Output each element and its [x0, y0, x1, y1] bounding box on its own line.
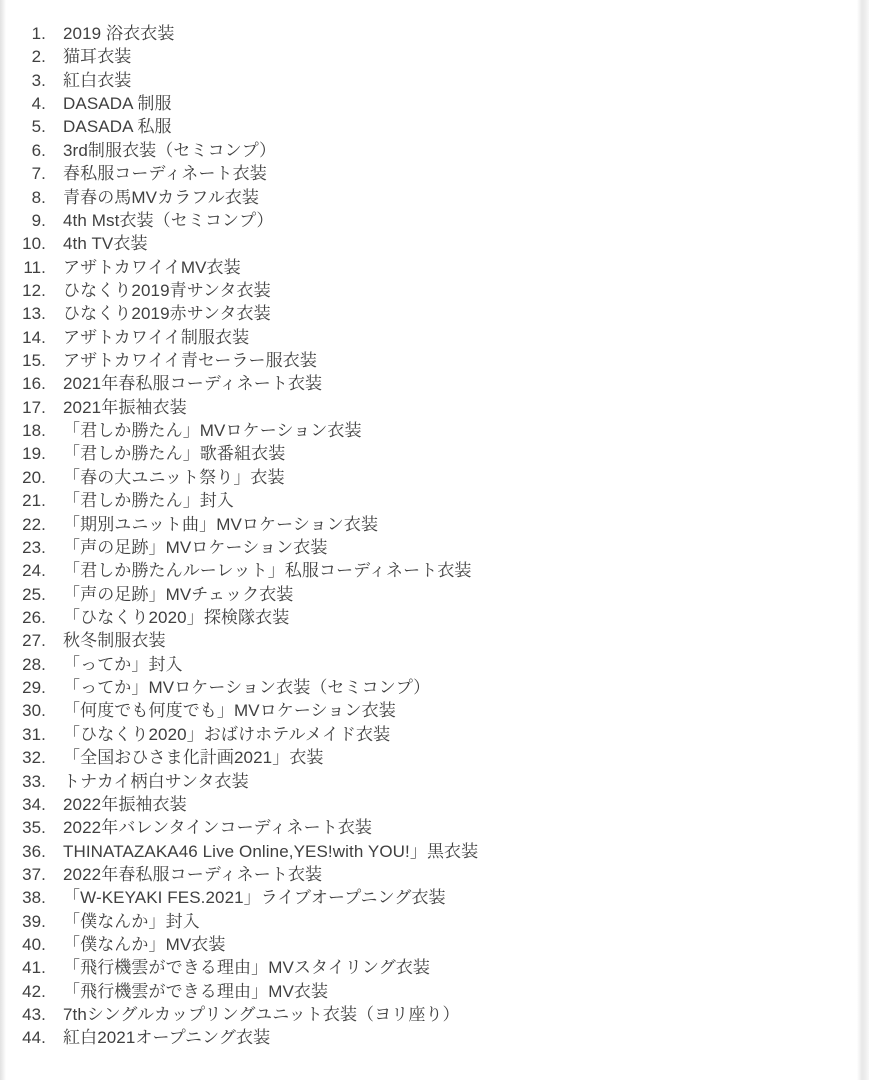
list-item-label: 「ひなくり2020」おばけホテルメイド衣装: [63, 724, 391, 744]
list-item-label: 「飛行機雲ができる理由」MV衣装: [63, 981, 329, 1001]
list-item-label: 2021年春私服コーディネート衣装: [63, 374, 323, 394]
list-item-label: アザトカワイイ制服衣装: [63, 327, 250, 347]
list-item-number: 37.: [22, 864, 46, 884]
list-item: [0, 980, 869, 1003]
list-item-label: 「飛行機雲ができる理由」MVスタイリング衣装: [63, 958, 431, 978]
list-item-number: 4.: [31, 94, 46, 114]
list-item: [0, 115, 869, 138]
list-item: [0, 1026, 869, 1049]
list-item-number: 15.: [22, 351, 46, 371]
list-item-number: 43.: [22, 1005, 46, 1025]
list-item-number: 3.: [31, 70, 46, 90]
list-item-label: 2022年春私服コーディネート衣装: [63, 864, 323, 884]
list-item-label: DASADA 私服: [63, 117, 172, 137]
list-item-number: 13.: [22, 304, 46, 324]
list-item: [0, 69, 869, 92]
list-item-number: 6.: [31, 140, 46, 160]
list-item: [0, 466, 869, 489]
list-item: [0, 676, 869, 699]
list-item: [0, 933, 869, 956]
list-item-label: 「W-KEYAKI FES.2021」ライブオープニング衣装: [63, 888, 446, 908]
list-item-label: ひなくり2019青サンタ衣装: [63, 280, 271, 300]
list-item-label: 「僕なんか」封入: [63, 911, 200, 931]
list-item-number: 33.: [22, 771, 46, 791]
list-item-label: DASADA 制服: [63, 94, 172, 114]
list-item-number: 21.: [22, 491, 46, 511]
list-item-label: 「春の大ユニット祭り」衣装: [63, 467, 285, 487]
list-item-number: 8.: [31, 187, 46, 207]
list-item-number: 11.: [23, 257, 46, 277]
list-item-number: 19.: [22, 444, 46, 464]
list-item-label: 青春の馬MVカラフル衣装: [63, 187, 260, 207]
list-item: [0, 162, 869, 185]
list-item: [0, 302, 869, 325]
list-item-label: 2021年振袖衣装: [63, 397, 187, 417]
list-item: [0, 209, 869, 232]
list-item-label: 「声の足跡」MVロケーション衣装: [63, 537, 328, 557]
list-item-label: 猫耳衣装: [63, 47, 132, 67]
list-item-label: 「期別ユニット曲」MVロケーション衣装: [63, 514, 379, 534]
right-edge-strip: [857, 0, 869, 1080]
list-item-number: 39.: [22, 911, 46, 931]
list-item-number: 25.: [22, 584, 46, 604]
list-item: [0, 793, 869, 816]
list-item: [0, 886, 869, 909]
list-item: [0, 956, 869, 979]
list-item-label: 「声の足跡」MVチェック衣装: [63, 584, 294, 604]
list-item: [0, 396, 869, 419]
list-item: [0, 139, 869, 162]
list-item-label: 「ってか」封入: [63, 654, 183, 674]
list-item: [0, 186, 869, 209]
list-item-label: 「君しか勝たん」封入: [63, 491, 234, 511]
list-item-label: トナカイ柄白サンタ衣装: [63, 771, 249, 791]
list-item-label: 紅白2021オープニング衣装: [63, 1028, 271, 1048]
list-item-label: 秋冬制服衣装: [63, 631, 166, 651]
list-item-number: 14.: [22, 327, 46, 347]
list-item-number: 23.: [22, 537, 46, 557]
list-item: [0, 606, 869, 629]
list-item-label: ひなくり2019赤サンタ衣装: [63, 304, 271, 324]
list-item-number: 40.: [22, 935, 46, 955]
list-item-number: 24.: [22, 561, 46, 581]
list-item-number: 20.: [22, 467, 46, 487]
list-item-number: 35.: [22, 818, 46, 838]
list-item-number: 38.: [22, 888, 46, 908]
list-item-number: 12.: [22, 280, 46, 300]
list-item-label: アザトカワイイ青セーラー服衣装: [63, 351, 317, 371]
list-item-number: 42.: [22, 981, 46, 1001]
list-item-label: 「ひなくり2020」探検隊衣装: [63, 607, 290, 627]
list-item-label: 3rd制服衣装（セミコンプ）: [63, 140, 277, 160]
list-item: [0, 629, 869, 652]
list-item-number: 31.: [22, 724, 46, 744]
list-item-number: 10.: [22, 234, 46, 254]
list-item: [0, 513, 869, 536]
list-item-number: 34.: [22, 794, 46, 814]
list-item: [0, 746, 869, 769]
list-item: [0, 536, 869, 559]
list-item-number: 36.: [22, 841, 46, 861]
list-item-label: 「君しか勝たん」MVロケーション衣装: [63, 421, 362, 441]
list-item-label: 「君しか勝たんルーレット」私服コーディネート衣装: [63, 561, 472, 581]
list-item: [0, 349, 869, 372]
list-item: [0, 559, 869, 582]
list-item-number: 1.: [31, 24, 46, 43]
list-item: [0, 256, 869, 279]
list-item-label: 2019 浴衣衣装: [63, 24, 175, 43]
list-item-label: 2022年振袖衣装: [63, 794, 187, 814]
list-item: [0, 232, 869, 255]
list-item: [0, 92, 869, 115]
list-item-label: 「僕なんか」MV衣装: [63, 935, 226, 955]
list-item: [0, 489, 869, 512]
list-item-label: 「君しか勝たん」歌番組衣装: [63, 444, 286, 464]
list-item-label: 4th TV衣装: [63, 234, 148, 254]
list-item-label: 「何度でも何度でも」MVロケーション衣装: [63, 701, 396, 721]
list-item: [0, 699, 869, 722]
list-item: [0, 372, 869, 395]
list-item-number: 30.: [22, 701, 46, 721]
list-item: [0, 419, 869, 442]
list-item: [0, 1003, 869, 1026]
list-item-number: 5.: [31, 117, 46, 137]
list-item: [0, 770, 869, 793]
list-item-label: 「全国おひさま化計画2021」衣装: [63, 748, 324, 768]
list-item-label: THINATAZAKA46 Live Online,YES!with YOU!」黒衣装: [63, 841, 479, 861]
list-item-number: 44.: [22, 1028, 46, 1048]
list-item-number: 26.: [22, 607, 46, 627]
list-item: [0, 840, 869, 863]
list-item-number: 7.: [31, 164, 46, 184]
list-item-label: 4th Mst衣装（セミコンプ）: [63, 210, 274, 230]
list-item: [0, 45, 869, 68]
list-item-label: 春私服コーディネート衣装: [63, 164, 267, 184]
list-item-number: 2.: [31, 47, 46, 67]
list-item: [0, 816, 869, 839]
list-item: [0, 910, 869, 933]
list-item-label: 「ってか」MVロケーション衣装（セミコンプ）: [63, 678, 431, 698]
list-item: [0, 863, 869, 886]
list-item: [0, 442, 869, 465]
list-item-number: 9.: [31, 210, 46, 230]
list-item: [0, 279, 869, 302]
list-item-label: 2022年バレンタインコーディネート衣装: [63, 818, 373, 838]
list-item-label: 7thシングルカップリングユニット衣装（ヨリ座り）: [63, 1005, 460, 1025]
list-item-number: 18.: [22, 421, 46, 441]
list-item: [0, 22, 869, 45]
list-item: [0, 653, 869, 676]
list-item: [0, 583, 869, 606]
list-item-number: 29.: [22, 678, 46, 698]
list-item-number: 32.: [22, 748, 46, 768]
left-edge-strip: [0, 0, 6, 1080]
list-item-label: 紅白衣装: [63, 70, 132, 90]
list-item-number: 17.: [22, 397, 46, 417]
list-item: [0, 326, 869, 349]
list-item: [0, 723, 869, 746]
list-item-number: 22.: [22, 514, 46, 534]
list-item-number: 16.: [22, 374, 46, 394]
list-item-label: アザトカワイイMV衣装: [63, 257, 241, 277]
list-item-number: 27.: [22, 631, 46, 651]
list-item-number: 28.: [22, 654, 46, 674]
list-item-number: 41.: [22, 958, 46, 978]
